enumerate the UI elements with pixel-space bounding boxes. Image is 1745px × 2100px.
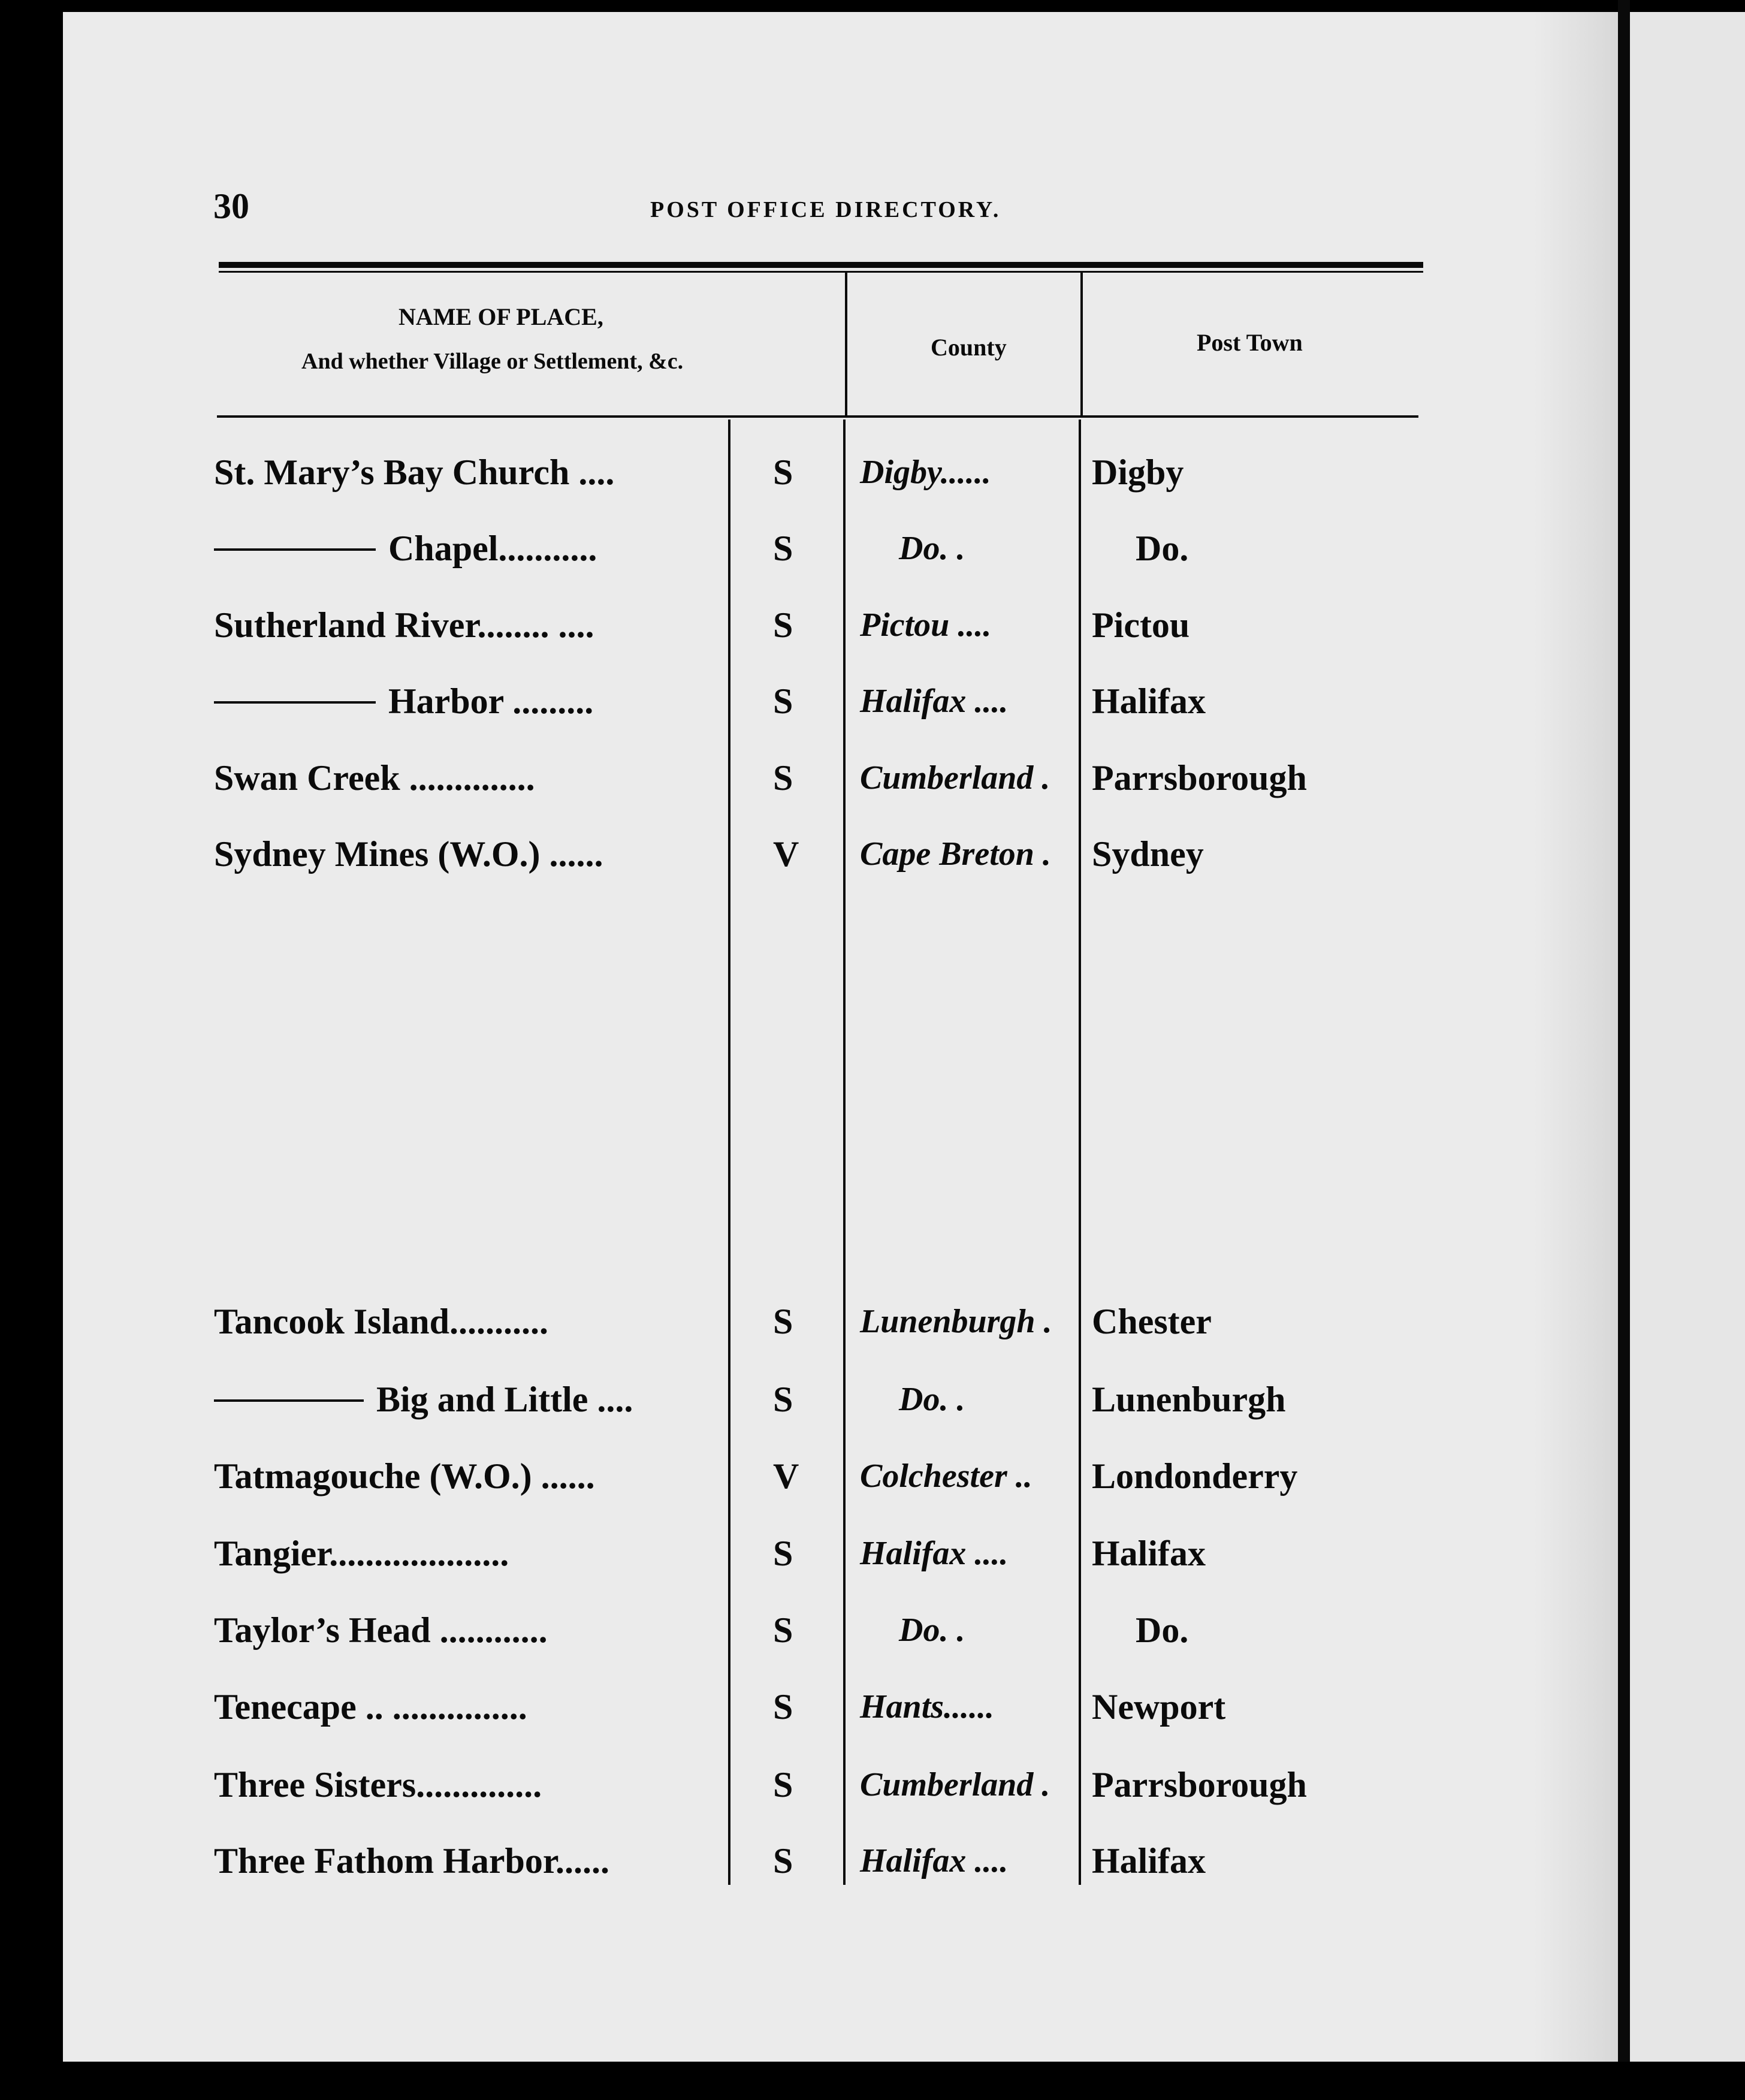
column-header-county: County: [931, 334, 1007, 361]
county-name: Halifax ....: [860, 683, 1009, 720]
county-name: Halifax ....: [860, 1535, 1009, 1572]
place-name: Tangier....................: [214, 1534, 509, 1573]
ditto-dash: [214, 701, 376, 704]
county-name: Do. .: [899, 1381, 965, 1418]
post-town: Sydney: [1092, 834, 1204, 874]
table-row: [0, 601, 1745, 655]
post-town: Parrsborough: [1092, 1765, 1307, 1805]
column-header-place-title: NAME OF PLACE,: [398, 303, 603, 330]
post-town: Digby: [1092, 452, 1184, 492]
place-name: Sutherland River........ ....: [214, 605, 594, 645]
settlement-kind: V: [773, 1456, 799, 1496]
place-name: Swan Creek ..............: [214, 758, 535, 798]
county-name: Lunenburgh .: [860, 1303, 1052, 1340]
settlement-kind: S: [773, 1765, 793, 1805]
post-town: Londonderry: [1092, 1456, 1298, 1496]
post-town: Chester: [1092, 1302, 1212, 1341]
place-name: St. Mary’s Bay Church ....: [214, 452, 615, 492]
header-rule-thick: [219, 262, 824, 268]
place-name: Tatmagouche (W.O.) ......: [214, 1456, 595, 1496]
table-row: [0, 754, 1745, 808]
table-row: [0, 830, 1745, 884]
settlement-kind: V: [773, 834, 799, 874]
settlement-kind: S: [773, 758, 793, 798]
table-row: [0, 1837, 1745, 1891]
post-town: Lunenburgh: [1092, 1380, 1286, 1419]
county-name: Do. .: [899, 530, 965, 567]
column-header-post-town: Post Town: [1197, 329, 1303, 356]
column-header-place-subtitle: And whether Village or Settlement, &c.: [301, 349, 684, 374]
header-bottom-rule: [217, 415, 1418, 418]
place-name-continuation: [214, 677, 593, 725]
post-town: Newport: [1092, 1687, 1226, 1727]
table-row: [0, 1761, 1745, 1815]
county-name: Cape Breton .: [860, 835, 1051, 873]
county-name: Cumberland .: [860, 1766, 1050, 1803]
post-town: Halifax: [1092, 1841, 1206, 1881]
ditto-dash: [214, 1399, 364, 1402]
header-rule-thin-right: [824, 271, 1423, 273]
place-name: Tenecape .. ...............: [214, 1687, 527, 1727]
settlement-kind: S: [773, 1841, 793, 1881]
table-row: [0, 1606, 1745, 1660]
running-head: POST OFFICE DIRECTORY.: [650, 197, 1001, 222]
header-divider-post-town: [1080, 273, 1083, 417]
facing-page-edge: [1630, 12, 1745, 2062]
county-name: Do. .: [899, 1612, 965, 1649]
table-row: [0, 448, 1745, 502]
place-name: Tancook Island...........: [214, 1302, 548, 1341]
post-town: Halifax: [1092, 1534, 1206, 1573]
county-name: Colchester ..: [860, 1458, 1032, 1495]
county-name: Halifax ....: [860, 1842, 1009, 1879]
post-town: Parrsborough: [1092, 758, 1307, 798]
county-name: Pictou ....: [860, 607, 992, 644]
table-row: [0, 1298, 1745, 1351]
settlement-kind: S: [773, 529, 793, 568]
county-name: Cumberland .: [860, 759, 1050, 796]
header-rule-thin: [219, 271, 824, 273]
settlement-kind: S: [773, 681, 793, 721]
table-row: [0, 677, 1745, 731]
county-name: Hants......: [860, 1688, 995, 1725]
settlement-kind: S: [773, 452, 793, 492]
table-row: [0, 1375, 1745, 1429]
settlement-kind: S: [773, 1687, 793, 1727]
place-name: Sydney Mines (W.O.) ......: [214, 834, 603, 874]
settlement-kind: S: [773, 1610, 793, 1650]
settlement-kind: S: [773, 1534, 793, 1573]
scan-border-bottom: [0, 2062, 1745, 2100]
place-name: Three Sisters..............: [214, 1765, 542, 1805]
settlement-kind: S: [773, 1380, 793, 1419]
table-row: [0, 524, 1745, 578]
header-rule-thick-right: [824, 262, 1423, 268]
county-name: Digby......: [860, 454, 991, 491]
settlement-kind: S: [773, 605, 793, 645]
header-divider-county: [845, 273, 847, 417]
place-name-continuation: [214, 1375, 633, 1423]
ditto-dash: [214, 548, 376, 551]
post-town: Do.: [1136, 529, 1189, 568]
table-row: [0, 1452, 1745, 1506]
place-name: Taylor’s Head ............: [214, 1610, 548, 1650]
paper-sheet: [63, 12, 1621, 2062]
place-name: Harbor .........: [388, 681, 594, 721]
page-number: 30: [213, 186, 249, 226]
table-row: [0, 1529, 1745, 1583]
place-name: Chapel...........: [388, 529, 597, 568]
place-name: Big and Little ....: [376, 1380, 633, 1419]
place-name-continuation: [214, 524, 597, 572]
post-town: Pictou: [1092, 605, 1190, 645]
gutter-shadow: [1534, 12, 1618, 2062]
place-name: Three Fathom Harbor......: [214, 1841, 609, 1881]
post-town: Do.: [1136, 1610, 1189, 1650]
table-row: [0, 1683, 1745, 1737]
post-town: Halifax: [1092, 681, 1206, 721]
settlement-kind: S: [773, 1302, 793, 1341]
